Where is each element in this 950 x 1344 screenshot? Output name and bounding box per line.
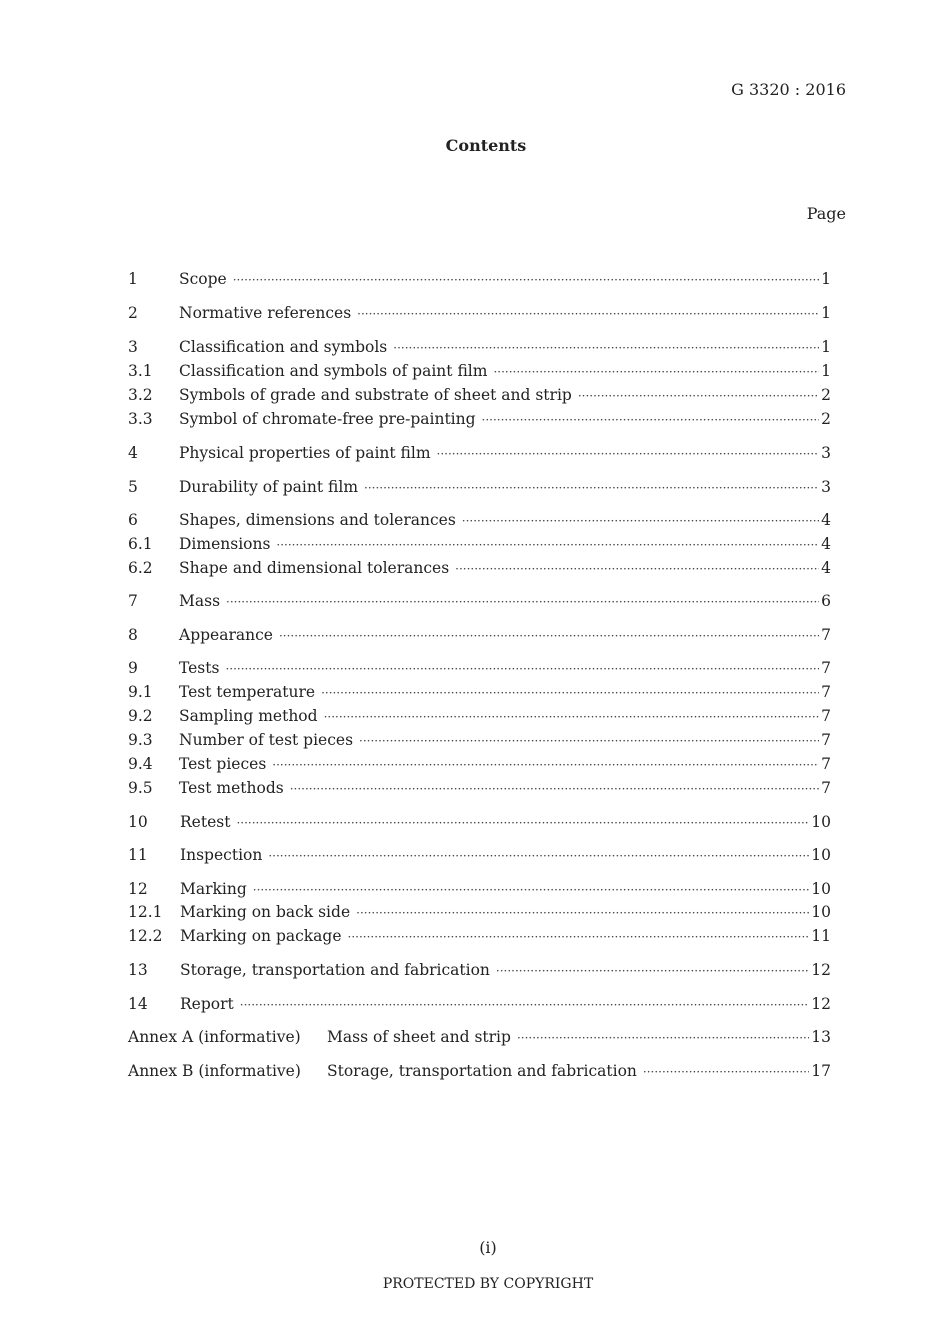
toc-number: 9.4 bbox=[128, 755, 153, 773]
toc-entry-6-1[interactable] bbox=[128, 535, 831, 557]
toc-entry-12[interactable] bbox=[128, 880, 831, 902]
leader-dots bbox=[496, 961, 809, 979]
toc-page: 1 bbox=[821, 362, 831, 380]
toc-number: 3.1 bbox=[128, 362, 153, 380]
toc-entry-annex-a[interactable] bbox=[128, 1028, 831, 1050]
toc-annex-id: Annex A (informative) bbox=[128, 1028, 301, 1046]
toc-number: 13 bbox=[128, 961, 148, 979]
toc-page: 4 bbox=[821, 511, 831, 529]
toc-page: 4 bbox=[821, 559, 831, 577]
toc-label: Symbols of grade and substrate of sheet and strip bbox=[179, 386, 572, 404]
leader-dots bbox=[462, 511, 819, 529]
leader-dots bbox=[236, 813, 809, 831]
toc-label: Mass bbox=[179, 592, 221, 610]
toc-label: Classification and symbols bbox=[179, 338, 388, 356]
toc-page: 2 bbox=[821, 410, 831, 428]
toc-page: 1 bbox=[821, 270, 831, 288]
toc-entry-9-2[interactable] bbox=[128, 707, 831, 729]
toc-page: 10 bbox=[811, 846, 831, 864]
leader-dots bbox=[268, 846, 809, 864]
toc-number: 12 bbox=[128, 880, 148, 898]
toc-label: Marking on package bbox=[180, 927, 342, 945]
toc-page: 7 bbox=[821, 659, 831, 677]
toc-label: Tests bbox=[179, 659, 220, 677]
toc-entry-12-1[interactable] bbox=[128, 903, 831, 925]
toc-number: 4 bbox=[128, 444, 138, 462]
leader-dots bbox=[357, 304, 819, 322]
leader-dots bbox=[356, 903, 809, 921]
toc-annex-id: Annex B (informative) bbox=[128, 1062, 301, 1080]
toc-entry-12-2[interactable] bbox=[128, 927, 831, 949]
toc-page: 12 bbox=[811, 961, 831, 979]
leader-dots bbox=[321, 683, 819, 701]
toc-page: 1 bbox=[821, 338, 831, 356]
toc-number: 1 bbox=[128, 270, 138, 288]
toc-label: Normative references bbox=[179, 304, 352, 322]
toc-page: 7 bbox=[821, 731, 831, 749]
leader-dots bbox=[393, 338, 819, 356]
toc-entry-11[interactable] bbox=[128, 846, 831, 868]
leader-dots bbox=[455, 559, 819, 577]
toc-number: 9.3 bbox=[128, 731, 153, 749]
leader-dots bbox=[517, 1028, 809, 1046]
toc-number: 12.1 bbox=[128, 903, 163, 921]
toc-entry-3[interactable] bbox=[128, 338, 831, 360]
toc-label: Report bbox=[180, 995, 234, 1013]
toc-label: Dimensions bbox=[179, 535, 271, 553]
toc-number: 3 bbox=[128, 338, 138, 356]
leader-dots bbox=[290, 779, 819, 797]
toc-number: 6.1 bbox=[128, 535, 153, 553]
toc-entry-14[interactable] bbox=[128, 995, 831, 1017]
leader-dots bbox=[324, 707, 820, 725]
toc-number: 3.2 bbox=[128, 386, 153, 404]
toc-label: Mass of sheet and strip bbox=[327, 1028, 511, 1046]
toc-label: Physical properties of paint film bbox=[179, 444, 431, 462]
copyright-notice: PROTECTED BY COPYRIGHT bbox=[382, 1276, 594, 1292]
toc-number: 14 bbox=[128, 995, 148, 1013]
toc-number: 5 bbox=[128, 478, 138, 496]
toc-page: 10 bbox=[811, 880, 831, 898]
toc-number: 7 bbox=[128, 592, 138, 610]
toc-entry-13[interactable] bbox=[128, 961, 831, 983]
toc-page: 7 bbox=[821, 779, 831, 797]
toc-label: Number of test pieces bbox=[179, 731, 354, 749]
toc-number: 9.5 bbox=[128, 779, 153, 797]
leader-dots bbox=[240, 995, 810, 1013]
toc-label: Symbol of chromate-free pre-painting bbox=[179, 410, 476, 428]
toc-number: 10 bbox=[128, 813, 148, 831]
leader-dots bbox=[643, 1062, 809, 1080]
toc-entry-1[interactable] bbox=[128, 270, 831, 292]
toc-page: 10 bbox=[811, 903, 831, 921]
toc-entry-6[interactable] bbox=[128, 511, 831, 533]
toc-entry-10[interactable] bbox=[128, 813, 831, 835]
toc-entry-6-2[interactable] bbox=[128, 559, 831, 581]
leader-dots bbox=[359, 731, 819, 749]
toc-entry-annex-b[interactable] bbox=[128, 1062, 831, 1084]
toc-entry-7[interactable] bbox=[128, 592, 831, 614]
leader-dots bbox=[272, 755, 819, 773]
toc-number: 6 bbox=[128, 511, 138, 529]
leader-dots bbox=[493, 362, 819, 380]
document-code: G 3320 : 2016 bbox=[731, 80, 846, 99]
toc-label: Marking on back side bbox=[180, 903, 351, 921]
toc-label: Test temperature bbox=[179, 683, 316, 701]
page-number: (i) bbox=[479, 1238, 497, 1257]
toc-label: Inspection bbox=[180, 846, 263, 864]
toc-page: 6 bbox=[821, 592, 831, 610]
toc-label: Marking bbox=[180, 880, 247, 898]
leader-dots bbox=[225, 659, 819, 677]
toc-entry-9-1[interactable] bbox=[128, 683, 831, 705]
toc-number: 6.2 bbox=[128, 559, 153, 577]
toc-entry-9[interactable] bbox=[128, 659, 831, 681]
leader-dots bbox=[482, 410, 820, 428]
toc-label: Test methods bbox=[179, 779, 284, 797]
toc-label: Scope bbox=[179, 270, 227, 288]
toc-entry-9-5[interactable] bbox=[128, 779, 831, 801]
toc-label: Test pieces bbox=[179, 755, 267, 773]
toc-label: Shape and dimensional tolerances bbox=[179, 559, 450, 577]
leader-dots bbox=[348, 927, 810, 945]
leader-dots bbox=[233, 270, 819, 288]
toc-label: Shapes, dimensions and tolerances bbox=[179, 511, 456, 529]
toc-page: 7 bbox=[821, 683, 831, 701]
toc-page: 7 bbox=[821, 707, 831, 725]
toc-entry-5[interactable] bbox=[128, 478, 831, 500]
toc-entry-8[interactable] bbox=[128, 626, 831, 648]
leader-dots bbox=[578, 386, 819, 404]
toc-number: 9.2 bbox=[128, 707, 153, 725]
toc-label: Storage, transportation and fabrication bbox=[327, 1062, 637, 1080]
leader-dots bbox=[253, 880, 809, 898]
toc-number: 12.2 bbox=[128, 927, 163, 945]
toc-entry-3-1[interactable] bbox=[128, 362, 831, 384]
toc-page: 12 bbox=[811, 995, 831, 1013]
leader-dots bbox=[279, 626, 819, 644]
toc-page: 17 bbox=[811, 1062, 831, 1080]
leader-dots bbox=[364, 478, 819, 496]
toc-page: 10 bbox=[811, 813, 831, 831]
toc-number: 3.3 bbox=[128, 410, 153, 428]
toc-label: Retest bbox=[180, 813, 231, 831]
toc-label: Classification and symbols of paint film bbox=[179, 362, 488, 380]
toc-number: 8 bbox=[128, 626, 138, 644]
toc-label: Storage, transportation and fabrication bbox=[180, 961, 490, 979]
toc-page: 2 bbox=[821, 386, 831, 404]
toc-number: 9 bbox=[128, 659, 138, 677]
toc-page: 11 bbox=[811, 927, 831, 945]
leader-dots bbox=[226, 592, 819, 610]
toc-page: 7 bbox=[821, 755, 831, 773]
leader-dots bbox=[276, 535, 819, 553]
toc-page: 4 bbox=[821, 535, 831, 553]
page-column-heading: Page bbox=[806, 204, 846, 223]
toc-entry-4[interactable] bbox=[128, 444, 831, 466]
toc-entry-9-3[interactable] bbox=[128, 731, 831, 753]
leader-dots bbox=[437, 444, 820, 462]
toc-entry-2[interactable] bbox=[128, 304, 831, 326]
toc-number: 2 bbox=[128, 304, 138, 322]
toc-number: 11 bbox=[128, 846, 148, 864]
toc-number: 9.1 bbox=[128, 683, 153, 701]
toc-label: Durability of paint film bbox=[179, 478, 359, 496]
toc-entry-3-2[interactable] bbox=[128, 386, 831, 408]
toc-page: 7 bbox=[821, 626, 831, 644]
page-title: Contents bbox=[445, 136, 527, 155]
toc-label: Appearance bbox=[179, 626, 273, 644]
toc-page: 3 bbox=[821, 444, 831, 462]
toc-page: 1 bbox=[821, 304, 831, 322]
toc-entry-3-3[interactable] bbox=[128, 410, 831, 432]
toc-page: 3 bbox=[821, 478, 831, 496]
toc-page: 13 bbox=[811, 1028, 831, 1046]
toc-entry-9-4[interactable] bbox=[128, 755, 831, 777]
toc-label: Sampling method bbox=[179, 707, 318, 725]
